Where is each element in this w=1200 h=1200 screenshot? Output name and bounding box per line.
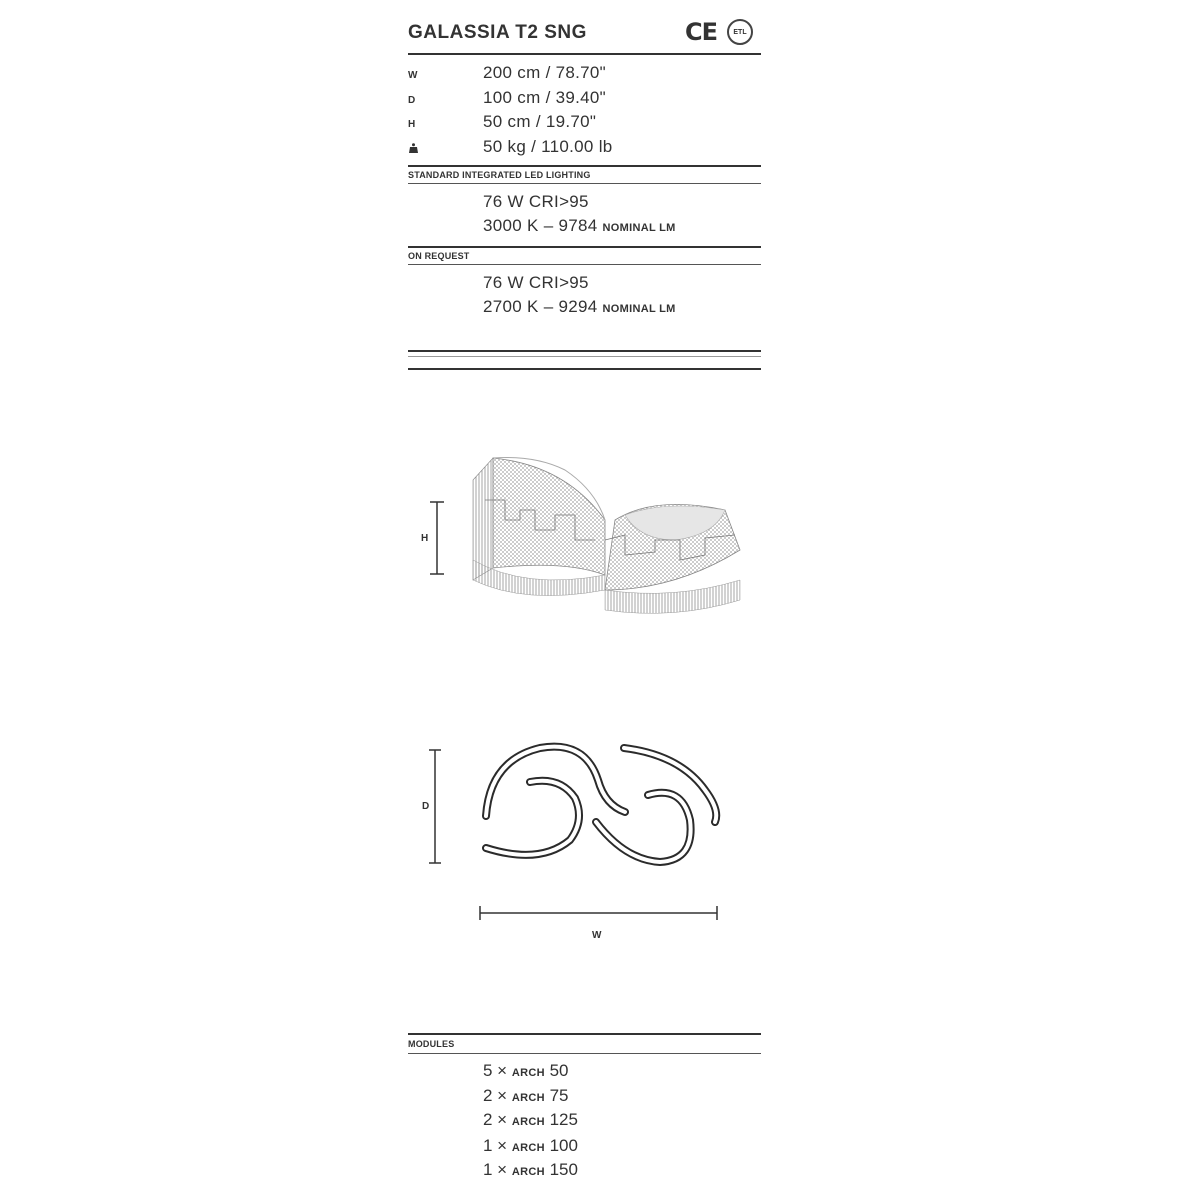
section-heading-modules: MODULES	[408, 1039, 455, 1049]
module-count: 2 ×	[483, 1110, 508, 1129]
module-count: 1 ×	[483, 1136, 508, 1155]
weight-icon	[409, 143, 418, 153]
module-item	[483, 1110, 578, 1130]
spec-key-depth: D	[408, 95, 416, 106]
divider	[408, 53, 761, 55]
module-size: 50	[549, 1061, 569, 1080]
divider	[408, 350, 761, 352]
spec-value-depth: 100 cm / 39.40"	[483, 88, 606, 107]
width-dimension-marker	[480, 906, 717, 920]
standard-lumen-unit: NOMINAL LM	[602, 222, 676, 234]
height-dimension-marker	[430, 502, 444, 574]
standard-lumen	[483, 216, 676, 236]
depth-label: D	[422, 801, 430, 812]
module-count: 5 ×	[483, 1061, 508, 1080]
depth-dimension-marker	[429, 750, 441, 863]
left-ring-module	[473, 458, 605, 596]
module-item	[483, 1136, 578, 1156]
divider	[408, 183, 761, 184]
on-request-power: 76 W CRI>95	[483, 273, 589, 292]
divider	[408, 165, 761, 167]
divider	[408, 356, 761, 357]
module-name: ARCH	[511, 1142, 545, 1154]
spec-key-width: W	[408, 70, 418, 81]
spec-value-width: 200 cm / 78.70"	[483, 63, 606, 82]
etl-mark-icon: ETL	[727, 19, 753, 45]
module-item	[483, 1160, 578, 1180]
module-size: 150	[549, 1160, 578, 1179]
module-name: ARCH	[511, 1067, 545, 1079]
module-count: 1 ×	[483, 1160, 508, 1179]
section-heading-on-request: ON REQUEST	[408, 251, 470, 261]
product-top-view-plan	[420, 740, 740, 930]
divider	[408, 368, 761, 370]
standard-lumen-value: 3000 K – 9784	[483, 216, 598, 235]
module-size: 75	[549, 1086, 569, 1105]
divider	[408, 1053, 761, 1054]
module-count: 2 ×	[483, 1086, 508, 1105]
height-label: H	[421, 533, 429, 544]
module-name: ARCH	[511, 1116, 545, 1128]
spec-value-height: 50 cm / 19.70"	[483, 112, 597, 131]
standard-power: 76 W CRI>95	[483, 192, 589, 211]
module-size: 100	[549, 1136, 578, 1155]
module-size: 125	[549, 1110, 578, 1129]
divider	[408, 246, 761, 248]
certifications	[685, 18, 753, 46]
width-label: W	[592, 930, 602, 941]
right-ring-module	[605, 504, 740, 613]
spec-value-weight: 50 kg / 110.00 lb	[483, 137, 613, 156]
section-heading-standard: STANDARD INTEGRATED LED LIGHTING	[408, 170, 591, 180]
divider	[408, 1033, 761, 1035]
module-item	[483, 1061, 568, 1081]
module-name: ARCH	[511, 1166, 545, 1178]
divider	[408, 264, 761, 265]
on-request-lumen-unit: NOMINAL LM	[602, 303, 676, 315]
module-name: ARCH	[511, 1092, 545, 1104]
on-request-lumen	[483, 297, 676, 317]
on-request-lumen-value: 2700 K – 9294	[483, 297, 598, 316]
product-perspective-illustration	[415, 440, 755, 630]
spec-key-height: H	[408, 119, 416, 130]
product-title: GALASSIA T2 SNG	[408, 22, 587, 43]
ce-mark-icon: CE	[685, 18, 718, 46]
module-item	[483, 1086, 568, 1106]
